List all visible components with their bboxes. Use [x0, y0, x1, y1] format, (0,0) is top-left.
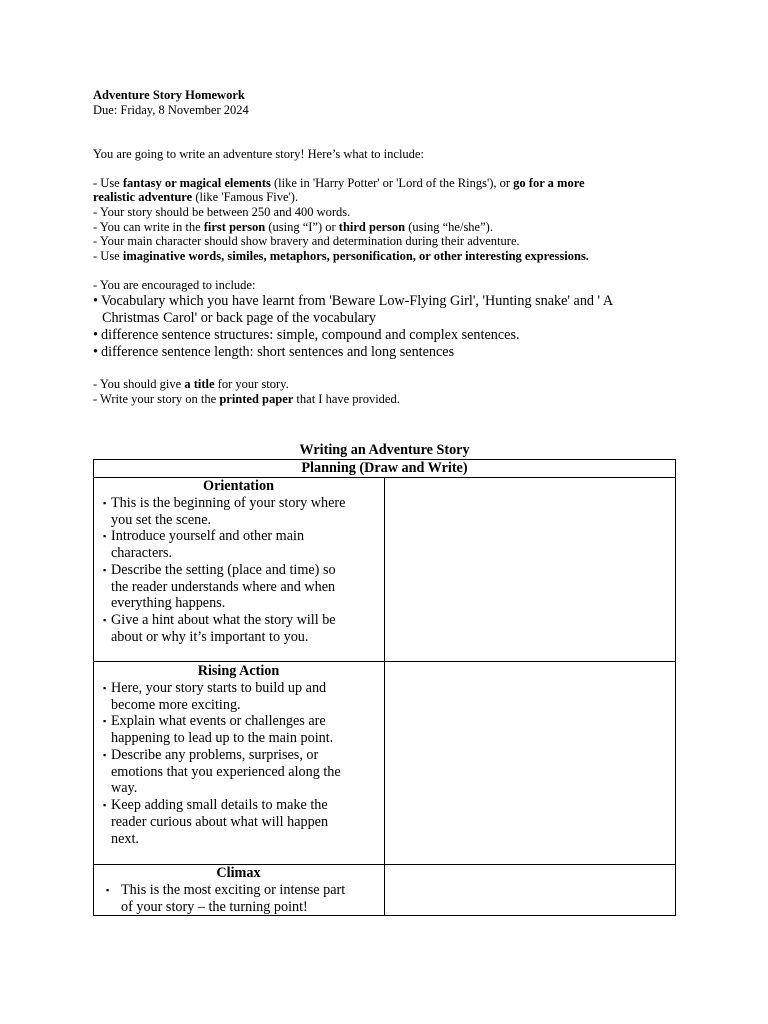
due-date: Due: Friday, 8 November 2024: [93, 103, 249, 117]
encouraged-item-vocabulary: • Vocabulary which you have learnt from 'Beware Low-Flying Girl', 'Hunting snake' and ' A: [93, 293, 614, 309]
requirement-1: - Use fantasy or magical elements (like in 'Harry Potter' or 'Lord of the Rings'), or go for a more: [93, 176, 585, 190]
bullet-icon: •: [93, 293, 98, 309]
instruction-paper: - Write your story on the printed paper that I have provided.: [93, 392, 400, 406]
rising-action-line: emotions that you experienced along the: [111, 764, 341, 780]
rising-action-line: Describe any problems, surprises, or: [111, 747, 319, 763]
requirement-3: - You can write in the first person (using “I”) or third person (using “he/she”).: [93, 220, 493, 234]
document-title: Adventure Story Homework: [93, 88, 245, 102]
climax-line: This is the most exciting or intense part: [121, 882, 346, 898]
rising-action-line: next.: [111, 831, 139, 847]
encouraged-item-structures: • difference sentence structures: simple, compound and complex sentences.: [93, 327, 520, 343]
bullet-icon: •: [93, 327, 98, 343]
encouraged-intro: - You are encouraged to include:: [93, 278, 256, 292]
orientation-line: Describe the setting (place and time) so: [111, 562, 336, 578]
orientation-line: about or why it’s important to you.: [111, 629, 309, 645]
requirement-5: - Use imaginative words, similes, metaphors, personification, or other interesting expressions.: [93, 249, 589, 263]
requirement-1-continued: realistic adventure (like 'Famous Five').: [93, 190, 299, 204]
climax-title: Climax: [216, 865, 261, 881]
square-bullet-icon: ▪: [103, 683, 107, 693]
square-bullet-icon: ▪: [106, 885, 110, 895]
orientation-line: Introduce yourself and other main: [111, 528, 305, 544]
intro-text: You are going to write an adventure story! Here’s what to include:: [93, 147, 424, 161]
encouraged-item-length: • difference sentence length: short sentences and long sentences: [93, 344, 455, 360]
planning-header: Planning (Draw and Write): [301, 460, 468, 476]
square-bullet-icon: ▪: [103, 498, 107, 508]
orientation-line: you set the scene.: [111, 512, 212, 528]
rising-action-line: Here, your story starts to build up and: [111, 680, 327, 696]
square-bullet-icon: ▪: [103, 716, 107, 726]
rising-action-line: reader curious about what will happen: [111, 814, 329, 830]
climax-line: of your story – the turning point!: [121, 899, 308, 915]
orientation-line: characters.: [111, 545, 173, 561]
table-divider: [384, 477, 385, 916]
instruction-title: - You should give a title for your story.: [93, 377, 289, 391]
square-bullet-icon: ▪: [103, 531, 107, 541]
bullet-icon: •: [93, 344, 98, 360]
orientation-line: This is the beginning of your story where: [111, 495, 346, 511]
requirement-4: - Your main character should show bravery and determination during their adventure.: [93, 234, 520, 248]
encouraged-item-vocabulary-continued: Christmas Carol' or back page of the vocabulary: [102, 310, 377, 326]
square-bullet-icon: ▪: [103, 750, 107, 760]
square-bullet-icon: ▪: [103, 615, 107, 625]
rising-action-line: become more exciting.: [111, 697, 241, 713]
orientation-title: Orientation: [203, 478, 274, 494]
square-bullet-icon: ▪: [103, 565, 107, 575]
rising-action-line: Explain what events or challenges are: [111, 713, 326, 729]
square-bullet-icon: ▪: [103, 800, 107, 810]
rising-action-line: happening to lead up to the main point.: [111, 730, 334, 746]
orientation-line: the reader understands where and when: [111, 579, 336, 595]
rising-action-line: Keep adding small details to make the: [111, 797, 328, 813]
rising-action-title: Rising Action: [197, 663, 280, 679]
orientation-line: everything happens.: [111, 595, 226, 611]
orientation-line: Give a hint about what the story will be: [111, 612, 336, 628]
rising-action-line: way.: [111, 780, 138, 796]
requirement-2: - Your story should be between 250 and 400 words.: [93, 205, 351, 219]
table-divider: [93, 661, 676, 662]
planning-title: Writing an Adventure Story: [299, 442, 470, 458]
